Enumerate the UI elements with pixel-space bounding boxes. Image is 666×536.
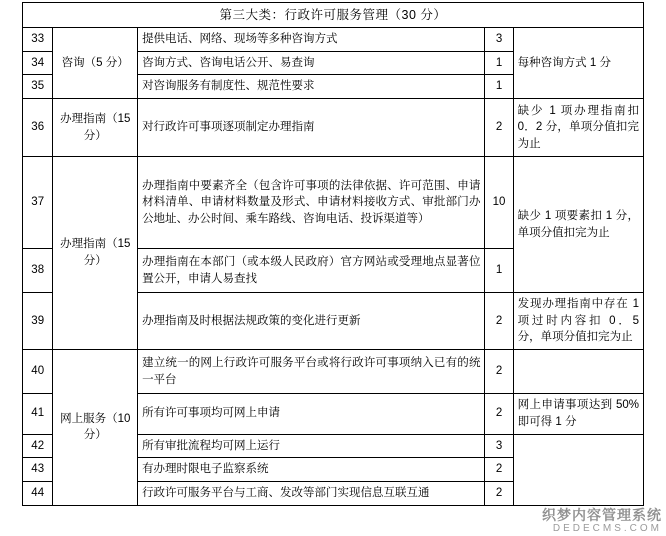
row-item: 对咨询服务有制度性、规范性要求 — [138, 75, 485, 99]
row-item: 建立统一的网上行政许可服务平台或将行政许可事项纳入已有的统一平台 — [138, 350, 485, 394]
watermark-main-text: 织梦内容管理系统 — [542, 507, 662, 523]
table-row — [23, 350, 644, 394]
row-number: 40 — [23, 350, 53, 394]
row-number: 43 — [23, 458, 53, 482]
row-note: 发现办理指南中存在 1 项过时内容扣 0．5 分，单项分值扣完为止 — [513, 293, 643, 350]
row-note: 缺少 1 项要素扣 1 分，单项分值扣完为止 — [513, 157, 643, 293]
table-row — [23, 157, 644, 249]
row-category: 办理指南（15 分） — [53, 157, 138, 350]
row-note — [513, 350, 643, 394]
row-item: 所有审批流程均可网上运行 — [138, 434, 485, 458]
row-number: 35 — [23, 75, 53, 99]
watermark-sub-text: DEDECMS.COM — [552, 523, 662, 534]
row-score: 2 — [485, 99, 513, 157]
row-number: 36 — [23, 99, 53, 157]
row-number: 39 — [23, 293, 53, 350]
row-score: 1 — [485, 75, 513, 99]
row-number: 33 — [23, 28, 53, 52]
row-number: 37 — [23, 157, 53, 249]
row-score: 2 — [485, 481, 513, 505]
evaluation-table — [22, 2, 644, 506]
row-category: 咨询（5 分） — [53, 28, 138, 99]
row-number: 41 — [23, 394, 53, 434]
row-number: 42 — [23, 434, 53, 458]
table-title: 第三大类：行政许可服务管理（30 分） — [23, 3, 644, 28]
row-score: 2 — [485, 350, 513, 394]
row-score: 2 — [485, 293, 513, 350]
row-score: 2 — [485, 458, 513, 482]
row-score: 1 — [485, 51, 513, 75]
row-number: 38 — [23, 249, 53, 293]
row-item: 办理指南及时根据法规政策的变化进行更新 — [138, 293, 485, 350]
row-score: 3 — [485, 28, 513, 52]
row-note: 每种咨询方式 1 分 — [513, 28, 643, 99]
watermark — [542, 505, 662, 534]
row-note: 缺少 1 项办理指南扣 0．2 分，单项分值扣完为止 — [513, 99, 643, 157]
row-item: 咨询方式、咨询电话公开、易查询 — [138, 51, 485, 75]
row-score: 10 — [485, 157, 513, 249]
row-number: 34 — [23, 51, 53, 75]
row-item: 所有许可事项均可网上申请 — [138, 394, 485, 434]
row-item: 办理指南在本部门（或本级人民政府）官方网站或受理地点显著位置公开，申请人易查找 — [138, 249, 485, 293]
row-score: 1 — [485, 249, 513, 293]
row-score: 3 — [485, 434, 513, 458]
row-number: 44 — [23, 481, 53, 505]
table-row — [23, 99, 644, 157]
row-category: 网上服务（10 分） — [53, 350, 138, 505]
row-score: 2 — [485, 394, 513, 434]
document-page — [0, 2, 666, 536]
table-row — [23, 28, 644, 52]
row-item: 办理指南中要素齐全（包含许可事项的法律依据、许可范围、申请材料清单、申请材料数量及形式、申请材料接收方式、审批部门办公地址、办公时间、乘车路线、咨询电话、投诉渠道等） — [138, 157, 485, 249]
row-category: 办理指南（15 分） — [53, 99, 138, 157]
row-item: 对行政许可事项逐项制定办理指南 — [138, 99, 485, 157]
row-item: 提供电话、网络、现场等多种咨询方式 — [138, 28, 485, 52]
row-note: 网上申请事项达到 50%即可得 1 分 — [513, 394, 643, 434]
row-item: 行政许可服务平台与工商、发改等部门实现信息互联互通 — [138, 481, 485, 505]
row-item: 有办理时限电子监察系统 — [138, 458, 485, 482]
row-note — [513, 434, 643, 505]
table-title-row — [23, 3, 644, 28]
